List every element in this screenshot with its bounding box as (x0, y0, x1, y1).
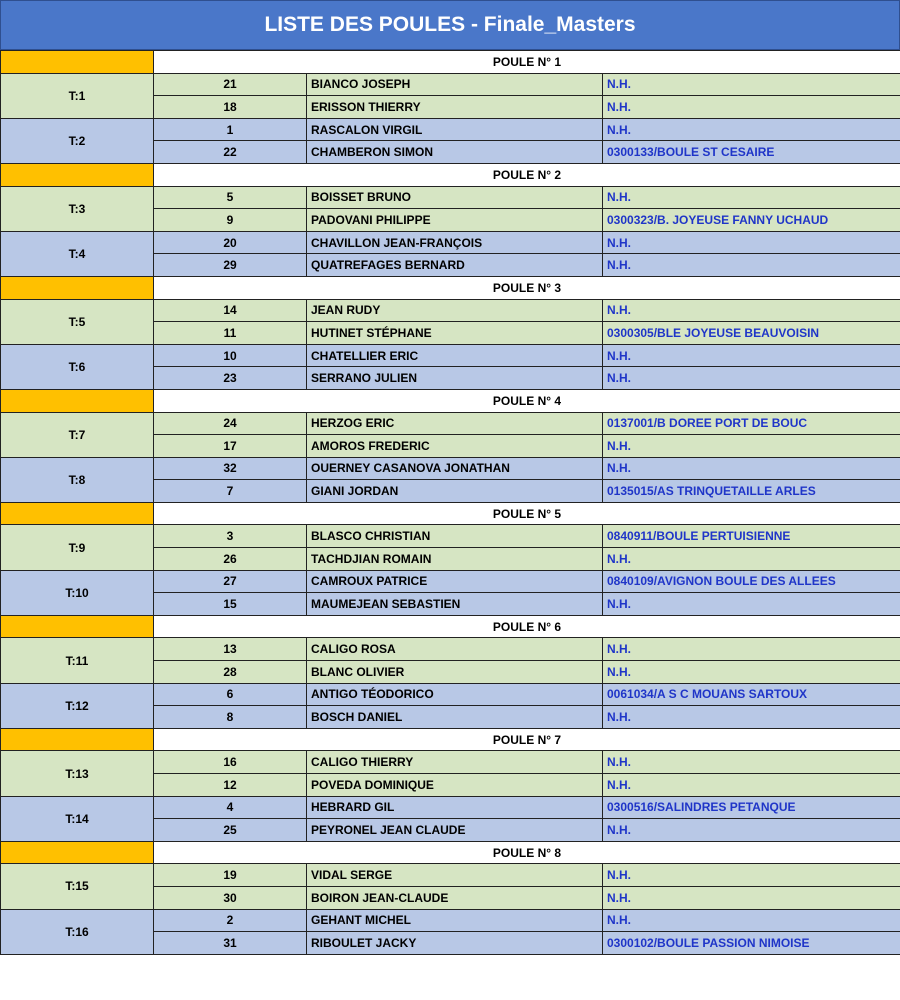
player-name: POVEDA DOMINIQUE (307, 774, 603, 797)
player-number: 1 (154, 118, 307, 141)
player-number: 10 (154, 344, 307, 367)
player-club: N.H. (603, 96, 900, 119)
player-club: 0137001/B DOREE PORT DE BOUC (603, 412, 900, 435)
table-number: T:13 (1, 751, 154, 796)
player-number: 17 (154, 435, 307, 458)
player-club: N.H. (603, 73, 900, 96)
player-name: QUATREFAGES BERNARD (307, 254, 603, 277)
player-number: 21 (154, 73, 307, 96)
player-name: CHAMBERON SIMON (307, 141, 603, 164)
player-number: 30 (154, 886, 307, 909)
player-number: 23 (154, 367, 307, 390)
page-title: LISTE DES POULES - Finale_Masters (0, 0, 900, 50)
player-number: 8 (154, 706, 307, 729)
player-name: ERISSON THIERRY (307, 96, 603, 119)
poule-header-row (1, 163, 900, 186)
player-name: CHATELLIER ERIC (307, 344, 603, 367)
poule-title: POULE N° 2 (154, 163, 900, 186)
player-number: 28 (154, 661, 307, 684)
player-name: HEBRARD GIL (307, 796, 603, 819)
player-number: 9 (154, 209, 307, 232)
player-club: 0300305/BLE JOYEUSE BEAUVOISIN (603, 322, 900, 345)
player-name: GIANI JORDAN (307, 480, 603, 503)
player-name: CHAVILLON JEAN-FRANÇOIS (307, 231, 603, 254)
player-club: N.H. (603, 344, 900, 367)
poule-marker (1, 163, 154, 186)
player-number: 12 (154, 774, 307, 797)
player-name: PEYRONEL JEAN CLAUDE (307, 819, 603, 842)
player-name: MAUMEJEAN SEBASTIEN (307, 593, 603, 616)
player-number: 29 (154, 254, 307, 277)
table-number: T:1 (1, 73, 154, 118)
table-number: T:8 (1, 457, 154, 502)
poule-header-row (1, 389, 900, 412)
player-row (1, 186, 900, 209)
poule-marker (1, 276, 154, 299)
player-name: BLASCO CHRISTIAN (307, 525, 603, 548)
player-club: 0840109/AVIGNON BOULE DES ALLEES (603, 570, 900, 593)
player-row (1, 457, 900, 480)
player-name: BOISSET BRUNO (307, 186, 603, 209)
player-row (1, 638, 900, 661)
player-number: 16 (154, 751, 307, 774)
player-name: VIDAL SERGE (307, 864, 603, 887)
player-club: N.H. (603, 299, 900, 322)
player-club: N.H. (603, 548, 900, 571)
player-row (1, 118, 900, 141)
poule-marker (1, 51, 154, 74)
player-row (1, 570, 900, 593)
player-number: 31 (154, 932, 307, 955)
player-club: N.H. (603, 231, 900, 254)
player-number: 22 (154, 141, 307, 164)
player-name: CAMROUX PATRICE (307, 570, 603, 593)
player-club: 0061034/A S C MOUANS SARTOUX (603, 683, 900, 706)
player-name: SERRANO JULIEN (307, 367, 603, 390)
table-number: T:12 (1, 683, 154, 728)
poule-header-row (1, 728, 900, 751)
poule-header-row (1, 615, 900, 638)
player-name: AMOROS FREDERIC (307, 435, 603, 458)
player-name: ANTIGO TÉODORICO (307, 683, 603, 706)
player-number: 4 (154, 796, 307, 819)
player-row (1, 299, 900, 322)
poule-header-row (1, 502, 900, 525)
player-name: CALIGO ROSA (307, 638, 603, 661)
player-club: N.H. (603, 706, 900, 729)
player-row (1, 525, 900, 548)
player-row (1, 412, 900, 435)
player-club: N.H. (603, 864, 900, 887)
player-name: TACHDJIAN ROMAIN (307, 548, 603, 571)
player-club: N.H. (603, 886, 900, 909)
player-name: BLANC OLIVIER (307, 661, 603, 684)
table-number: T:5 (1, 299, 154, 344)
player-number: 6 (154, 683, 307, 706)
player-number: 18 (154, 96, 307, 119)
player-club: 0840911/BOULE PERTUISIENNE (603, 525, 900, 548)
player-row (1, 73, 900, 96)
player-name: BOSCH DANIEL (307, 706, 603, 729)
poule-title: POULE N° 1 (154, 51, 900, 74)
poule-marker (1, 502, 154, 525)
player-name: HUTINET STÉPHANE (307, 322, 603, 345)
player-club: N.H. (603, 819, 900, 842)
player-club: N.H. (603, 774, 900, 797)
table-number: T:4 (1, 231, 154, 276)
player-number: 25 (154, 819, 307, 842)
pools-table (0, 50, 900, 955)
poule-marker (1, 389, 154, 412)
player-club: 0300516/SALINDRES PETANQUE (603, 796, 900, 819)
player-club: N.H. (603, 909, 900, 932)
table-number: T:9 (1, 525, 154, 570)
poule-header-row (1, 276, 900, 299)
player-number: 11 (154, 322, 307, 345)
player-club: 0300133/BOULE ST CESAIRE (603, 141, 900, 164)
poule-title: POULE N° 8 (154, 841, 900, 864)
player-club: N.H. (603, 118, 900, 141)
player-number: 2 (154, 909, 307, 932)
poule-title: POULE N° 3 (154, 276, 900, 299)
player-club: N.H. (603, 254, 900, 277)
player-number: 7 (154, 480, 307, 503)
player-number: 24 (154, 412, 307, 435)
player-name: OUERNEY CASANOVA JONATHAN (307, 457, 603, 480)
player-club: N.H. (603, 367, 900, 390)
player-club: N.H. (603, 751, 900, 774)
player-name: GEHANT MICHEL (307, 909, 603, 932)
table-number: T:16 (1, 909, 154, 954)
poule-title: POULE N° 4 (154, 389, 900, 412)
player-club: N.H. (603, 661, 900, 684)
player-row (1, 683, 900, 706)
player-name: CALIGO THIERRY (307, 751, 603, 774)
player-number: 5 (154, 186, 307, 209)
table-number: T:3 (1, 186, 154, 231)
player-row (1, 344, 900, 367)
player-name: BIANCO JOSEPH (307, 73, 603, 96)
player-club: 0300323/B. JOYEUSE FANNY UCHAUD (603, 209, 900, 232)
player-number: 13 (154, 638, 307, 661)
player-row (1, 864, 900, 887)
player-number: 32 (154, 457, 307, 480)
player-name: HERZOG ERIC (307, 412, 603, 435)
table-number: T:11 (1, 638, 154, 683)
poule-title: POULE N° 7 (154, 728, 900, 751)
poule-marker (1, 615, 154, 638)
player-row (1, 796, 900, 819)
table-number: T:15 (1, 864, 154, 909)
player-name: BOIRON JEAN-CLAUDE (307, 886, 603, 909)
player-club: 0300102/BOULE PASSION NIMOISE (603, 932, 900, 955)
player-number: 20 (154, 231, 307, 254)
player-club: 0135015/AS TRINQUETAILLE ARLES (603, 480, 900, 503)
player-club: N.H. (603, 186, 900, 209)
table-number: T:7 (1, 412, 154, 457)
poule-marker (1, 728, 154, 751)
player-row (1, 231, 900, 254)
table-number: T:10 (1, 570, 154, 615)
player-name: PADOVANI PHILIPPE (307, 209, 603, 232)
poule-title: POULE N° 5 (154, 502, 900, 525)
player-number: 14 (154, 299, 307, 322)
player-number: 27 (154, 570, 307, 593)
player-number: 26 (154, 548, 307, 571)
player-name: JEAN RUDY (307, 299, 603, 322)
table-number: T:2 (1, 118, 154, 163)
player-club: N.H. (603, 638, 900, 661)
player-row (1, 751, 900, 774)
table-number: T:14 (1, 796, 154, 841)
poule-title: POULE N° 6 (154, 615, 900, 638)
poule-header-row (1, 51, 900, 74)
player-number: 19 (154, 864, 307, 887)
player-number: 15 (154, 593, 307, 616)
table-number: T:6 (1, 344, 154, 389)
player-name: RIBOULET JACKY (307, 932, 603, 955)
player-number: 3 (154, 525, 307, 548)
player-club: N.H. (603, 457, 900, 480)
player-name: RASCALON VIRGIL (307, 118, 603, 141)
poule-marker (1, 841, 154, 864)
player-club: N.H. (603, 435, 900, 458)
poule-header-row (1, 841, 900, 864)
player-club: N.H. (603, 593, 900, 616)
player-row (1, 909, 900, 932)
